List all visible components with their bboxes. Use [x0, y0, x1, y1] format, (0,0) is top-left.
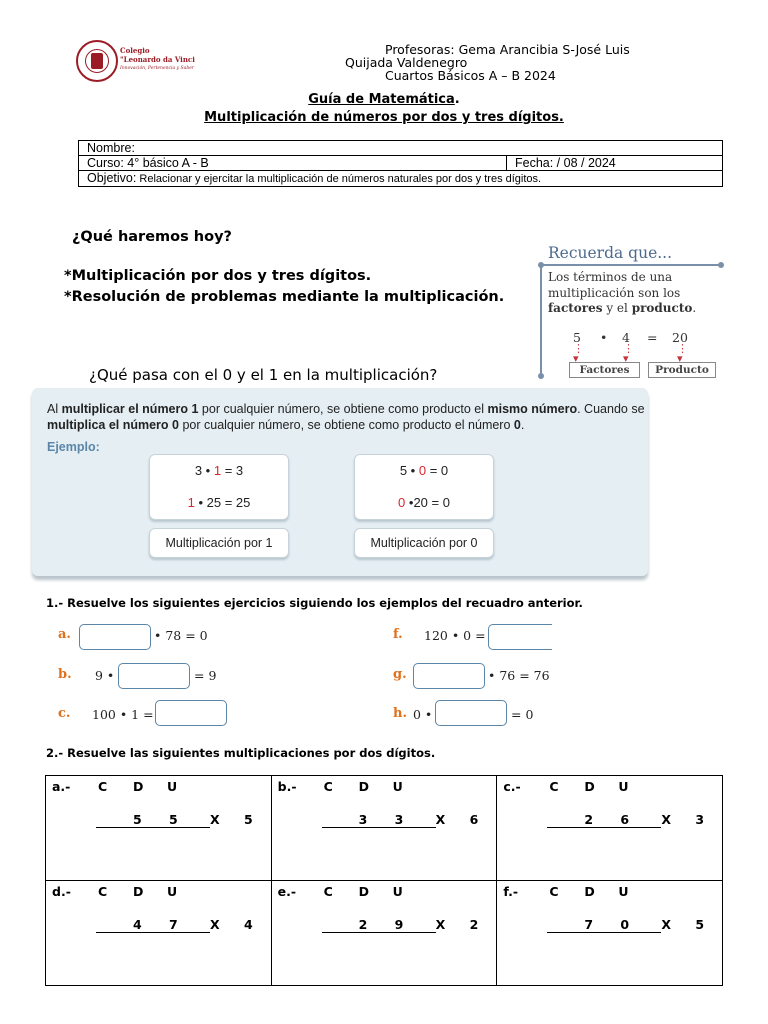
example-box-mult-0	[354, 454, 494, 520]
times-sign: X	[210, 812, 220, 827]
multiplier: 3	[695, 812, 705, 827]
today-question: ¿Qué haremos hoy?	[72, 229, 232, 245]
item-a-letter: a.	[58, 627, 71, 642]
school-tagline: Innovación, Pertenencia y Saber	[120, 66, 195, 71]
multiplier: 5	[695, 917, 705, 932]
item-b-expr-right: = 9	[194, 668, 217, 683]
example-line: 0 •20 = 0	[398, 495, 450, 510]
header-c: C	[98, 779, 108, 794]
item-f-expr: 120 • 0 =	[424, 628, 486, 643]
underline	[322, 827, 436, 828]
teachers-line-1: Profesoras: Gema Arancibia S-José Luis	[385, 42, 630, 57]
answer-box-c[interactable]	[155, 700, 227, 726]
cell-label: c.-	[503, 779, 521, 794]
remember-text: Los términos de una multiplicación son los factores y el producto.	[548, 270, 697, 315]
school-seal-icon	[76, 40, 118, 82]
underline	[547, 932, 661, 933]
dot-icon	[538, 373, 544, 379]
item-h-expr-left: 0 •	[413, 707, 433, 722]
digit-tens: 2	[584, 812, 594, 827]
course-field: Curso: 4° básico A - B	[79, 156, 507, 171]
item-h-expr-right: = 0	[511, 707, 534, 722]
date-field[interactable]: Fecha: / 08 / 2024	[507, 156, 723, 171]
multiplier: 4	[244, 917, 253, 932]
underline	[547, 827, 661, 828]
times-sign: X	[661, 917, 671, 932]
factors-tag: Factores	[569, 362, 640, 378]
header-d: D	[133, 884, 144, 899]
name-field[interactable]: Nombre:	[79, 141, 723, 156]
example-line: 3 • 1 = 3	[194, 463, 244, 478]
label-mult-1: Multiplicación por 1	[149, 528, 289, 558]
example-panel	[32, 388, 648, 576]
answer-box-g[interactable]	[413, 663, 485, 689]
cell-label: d.-	[52, 884, 71, 899]
header-c: C	[98, 884, 108, 899]
grid-cell-c[interactable]	[497, 776, 723, 881]
arrow-down-icon: ⋮ ▾	[573, 342, 584, 365]
times-sign: X	[435, 812, 446, 827]
arrow-down-icon: ⋮ ▾	[677, 342, 688, 365]
item-b-letter: b.	[58, 667, 72, 682]
times-sign: X	[435, 917, 446, 932]
digit-units: 5	[169, 812, 178, 827]
topic-item-1: *Multiplicación por dos y tres dígitos.	[64, 268, 372, 284]
header-c: C	[549, 779, 559, 794]
school-logo	[76, 40, 206, 84]
teachers-line-2: Quijada Valdenegro	[345, 55, 468, 70]
digit-tens: 2	[358, 917, 368, 932]
digit-units: 0	[620, 917, 630, 932]
student-info-table	[78, 140, 723, 187]
header-c: C	[549, 884, 559, 899]
dot-icon	[538, 262, 544, 268]
answer-box-b[interactable]	[118, 663, 190, 689]
header-u: U	[167, 779, 178, 794]
header-d: D	[358, 884, 370, 899]
digit-tens: 7	[584, 917, 594, 932]
item-c-expr: 100 • 1 =	[92, 707, 154, 722]
header-c: C	[323, 884, 333, 899]
example-line: 1 • 25 = 25	[187, 495, 251, 510]
cell-label: a.-	[52, 779, 71, 794]
item-c-letter: c.	[58, 706, 71, 721]
grid-cell-d[interactable]	[46, 881, 272, 986]
digit-units: 6	[620, 812, 630, 827]
cell-label: e.-	[277, 884, 297, 899]
header-d: D	[584, 884, 595, 899]
multiplier: 5	[244, 812, 253, 827]
dot-icon	[718, 262, 724, 268]
objective-field: Objetivo: Relacionar y ejercitar la multiplicación de números naturales por dos y tres dígitos.	[79, 171, 723, 187]
multiplier: 2	[469, 917, 479, 932]
header-u: U	[618, 779, 629, 794]
teachers-line-3: Cuartos Básicos A – B 2024	[385, 68, 556, 83]
digit-units: 3	[394, 812, 404, 827]
guide-subtitle: Multiplicación de números por dos y tres dígitos.	[204, 110, 564, 125]
example-label: Ejemplo:	[47, 440, 100, 454]
header-d: D	[133, 779, 144, 794]
answer-box-h[interactable]	[435, 700, 507, 726]
grid-cell-f[interactable]	[497, 881, 723, 986]
digit-units: 9	[394, 917, 404, 932]
zero-one-question: ¿Qué pasa con el 0 y el 1 en la multiplicación?	[89, 366, 438, 384]
grid-cell-b[interactable]	[271, 776, 497, 881]
underline	[322, 932, 436, 933]
label-mult-0: Multiplicación por 0	[354, 528, 494, 558]
grid-cell-e[interactable]	[271, 881, 497, 986]
cell-label: b.-	[277, 779, 297, 794]
arrow-down-icon: ⋮ ▾	[623, 342, 634, 365]
header-u: U	[618, 884, 629, 899]
header-u: U	[392, 884, 403, 899]
remember-box	[540, 244, 722, 380]
eq-factor-a: 5	[573, 330, 581, 345]
product-tag: Producto	[648, 362, 716, 378]
header-d: D	[358, 779, 370, 794]
multiplier: 6	[469, 812, 479, 827]
grid-cell-a[interactable]	[46, 776, 272, 881]
eq-factor-b: 4	[622, 330, 630, 345]
rule-text: Al multiplicar el número 1 por cualquier número, se obtiene como producto el mismo número. Cuando se multiplica el número 0 por cualquier número, se obtiene como producto el número 0.	[47, 402, 645, 432]
digit-tens: 3	[358, 812, 368, 827]
digit-tens: 4	[133, 917, 142, 932]
digit-units: 7	[169, 917, 178, 932]
answer-box-a[interactable]	[79, 624, 151, 650]
guide-title: Guía de Matemática.	[308, 92, 460, 107]
cell-label: f.-	[503, 884, 519, 899]
multiplication-grid	[45, 775, 723, 986]
item-g-expr: • 76 = 76	[488, 668, 550, 683]
underline	[96, 932, 210, 933]
exercise-2-title: 2.- Resuelve las siguientes multiplicaciones por dos dígitos.	[46, 746, 436, 760]
exercise-1-title: 1.- Resuelve los siguientes ejercicios siguiendo los ejemplos del recuadro anterior.	[46, 596, 583, 610]
example-box-mult-1	[149, 454, 289, 520]
item-h-letter: h.	[393, 706, 407, 721]
remember-title: Recuerda que...	[548, 244, 673, 262]
header-c: C	[323, 779, 333, 794]
item-b-expr-left: 9 •	[95, 668, 115, 683]
school-name: Colegio "Leonardo da Vinci	[120, 46, 195, 64]
times-sign: X	[661, 812, 671, 827]
underline	[96, 827, 210, 828]
eq-product: 20	[672, 330, 688, 345]
example-line: 5 • 0 = 0	[399, 463, 449, 478]
header-d: D	[584, 779, 595, 794]
times-sign: X	[210, 917, 220, 932]
answer-box-f[interactable]	[488, 624, 552, 650]
header-u: U	[392, 779, 403, 794]
item-f-letter: f.	[393, 627, 403, 642]
eq-dot: •	[600, 330, 608, 345]
item-a-expr: • 78 = 0	[154, 628, 208, 643]
header-u: U	[167, 884, 178, 899]
item-g-letter: g.	[393, 667, 407, 682]
eq-equals: =	[647, 330, 658, 345]
digit-tens: 5	[133, 812, 142, 827]
topic-item-2: *Resolución de problemas mediante la multiplicación.	[64, 289, 505, 305]
